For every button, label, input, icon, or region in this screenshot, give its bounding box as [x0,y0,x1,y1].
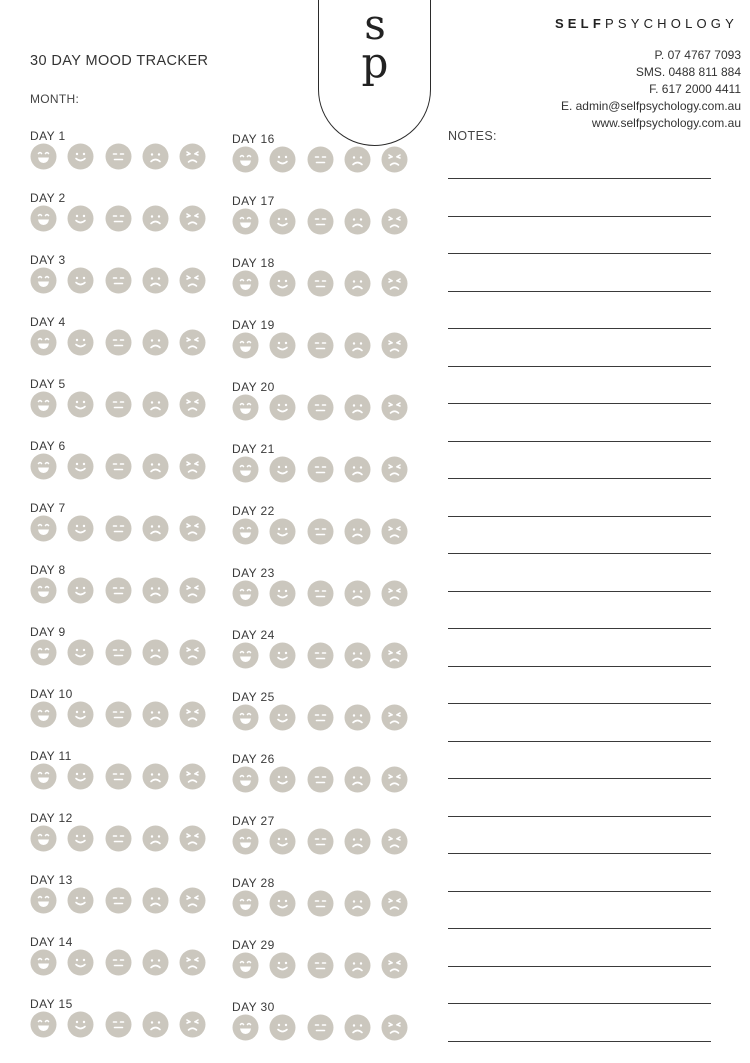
happy-face-icon[interactable] [67,701,94,728]
very-happy-face-icon[interactable] [232,890,259,917]
sad-face-icon[interactable] [142,825,169,852]
angry-face-icon[interactable] [179,887,206,914]
notes-line[interactable] [448,853,711,854]
neutral-face-icon[interactable] [105,577,132,604]
sad-face-icon[interactable] [142,887,169,914]
notes-line[interactable] [448,178,711,179]
day-label: DAY 3 [30,253,66,267]
happy-face-icon[interactable] [67,763,94,790]
angry-face-icon[interactable] [179,391,206,418]
neutral-face-icon[interactable] [307,332,334,359]
day-label: DAY 16 [232,132,275,146]
very-happy-face-icon[interactable] [30,1011,57,1038]
sad-face-icon[interactable] [142,949,169,976]
neutral-face-icon[interactable] [105,701,132,728]
day-label: DAY 14 [30,935,73,949]
very-happy-face-icon[interactable] [232,828,259,855]
sad-face-icon[interactable] [344,332,371,359]
sad-face-icon[interactable] [344,642,371,669]
angry-face-icon[interactable] [381,146,408,173]
angry-face-icon[interactable] [179,143,206,170]
happy-face-icon[interactable] [67,887,94,914]
very-happy-face-icon[interactable] [30,825,57,852]
day-label: DAY 13 [30,873,73,887]
day-label: DAY 1 [30,129,66,143]
sad-face-icon[interactable] [344,890,371,917]
happy-face-icon[interactable] [67,205,94,232]
notes-line[interactable] [448,666,711,667]
notes-line[interactable] [448,703,711,704]
very-happy-face-icon[interactable] [232,208,259,235]
sad-face-icon[interactable] [344,704,371,731]
month-label: MONTH: [30,92,80,106]
neutral-face-icon[interactable] [105,267,132,294]
sad-face-icon[interactable] [142,639,169,666]
happy-face-icon[interactable] [269,270,296,297]
notes-line[interactable] [448,328,711,329]
angry-face-icon[interactable] [179,515,206,542]
neutral-face-icon[interactable] [307,952,334,979]
very-happy-face-icon[interactable] [232,146,259,173]
happy-face-icon[interactable] [67,267,94,294]
happy-face-icon[interactable] [67,639,94,666]
day-label: DAY 2 [30,191,66,205]
angry-face-icon[interactable] [179,701,206,728]
very-happy-face-icon[interactable] [30,205,57,232]
brand-name-light: PSYCHOLOGY [604,16,738,31]
notes-line[interactable] [448,741,711,742]
very-happy-face-icon[interactable] [30,515,57,542]
neutral-face-icon[interactable] [307,642,334,669]
logo-letter-p: p [361,38,389,87]
contact-block [561,47,741,132]
neutral-face-icon[interactable] [307,456,334,483]
angry-face-icon[interactable] [179,205,206,232]
angry-face-icon[interactable] [179,949,206,976]
sad-face-icon[interactable] [142,701,169,728]
happy-face-icon[interactable] [269,642,296,669]
angry-face-icon[interactable] [381,642,408,669]
sad-face-icon[interactable] [344,394,371,421]
happy-face-icon[interactable] [269,332,296,359]
sad-face-icon[interactable] [344,270,371,297]
day-label: DAY 10 [30,687,73,701]
angry-face-icon[interactable] [381,766,408,793]
sad-face-icon[interactable] [142,329,169,356]
very-happy-face-icon[interactable] [232,704,259,731]
happy-face-icon[interactable] [269,890,296,917]
neutral-face-icon[interactable] [105,763,132,790]
very-happy-face-icon[interactable] [232,456,259,483]
very-happy-face-icon[interactable] [30,329,57,356]
day-label: DAY 8 [30,563,66,577]
angry-face-icon[interactable] [179,267,206,294]
angry-face-icon[interactable] [179,577,206,604]
angry-face-icon[interactable] [381,890,408,917]
sad-face-icon[interactable] [344,208,371,235]
logo-letter-s: s [364,5,386,49]
angry-face-icon[interactable] [381,394,408,421]
happy-face-icon[interactable] [269,208,296,235]
happy-face-icon[interactable] [67,949,94,976]
day-label: DAY 24 [232,628,275,642]
angry-face-icon[interactable] [179,1011,206,1038]
very-happy-face-icon[interactable] [232,766,259,793]
contact-phone: P. 07 4767 7093 [654,48,741,62]
day-label: DAY 11 [30,749,72,763]
day-label: DAY 23 [232,566,275,580]
day-label: DAY 27 [232,814,275,828]
sad-face-icon[interactable] [142,763,169,790]
very-happy-face-icon[interactable] [232,1014,259,1041]
sad-face-icon[interactable] [344,828,371,855]
angry-face-icon[interactable] [381,208,408,235]
day-label: DAY 30 [232,1000,275,1014]
day-label: DAY 29 [232,938,275,952]
day-label: DAY 19 [232,318,275,332]
day-label: DAY 22 [232,504,275,518]
very-happy-face-icon[interactable] [232,580,259,607]
neutral-face-icon[interactable] [105,453,132,480]
day-label: DAY 20 [232,380,275,394]
day-label: DAY 28 [232,876,275,890]
happy-face-icon[interactable] [67,329,94,356]
very-happy-face-icon[interactable] [30,577,57,604]
notes-line[interactable] [448,928,711,929]
happy-face-icon[interactable] [269,518,296,545]
notes-line[interactable] [448,628,711,629]
contact-fax: F. 617 2000 4411 [649,82,741,96]
neutral-face-icon[interactable] [307,146,334,173]
notes-line[interactable] [448,441,711,442]
very-happy-face-icon[interactable] [30,887,57,914]
sad-face-icon[interactable] [142,391,169,418]
sad-face-icon[interactable] [142,205,169,232]
neutral-face-icon[interactable] [105,515,132,542]
page-title: 30 DAY MOOD TRACKER [30,53,209,69]
day-label: DAY 21 [232,442,275,456]
neutral-face-icon[interactable] [105,1011,132,1038]
sad-face-icon[interactable] [142,515,169,542]
angry-face-icon[interactable] [179,639,206,666]
notes-line[interactable] [448,253,711,254]
notes-line[interactable] [448,553,711,554]
day-label: DAY 7 [30,501,66,515]
happy-face-icon[interactable] [269,1014,296,1041]
neutral-face-icon[interactable] [307,580,334,607]
happy-face-icon[interactable] [269,704,296,731]
sad-face-icon[interactable] [344,518,371,545]
angry-face-icon[interactable] [381,828,408,855]
very-happy-face-icon[interactable] [232,642,259,669]
sad-face-icon[interactable] [142,577,169,604]
brand-name-bold: SELF [554,16,605,31]
neutral-face-icon[interactable] [105,205,132,232]
notes-line[interactable] [448,478,711,479]
notes-line[interactable] [448,1003,711,1004]
very-happy-face-icon[interactable] [232,394,259,421]
notes-line[interactable] [448,216,711,217]
notes-label: NOTES: [448,129,497,143]
happy-face-icon[interactable] [67,391,94,418]
notes-line[interactable] [448,1041,711,1042]
neutral-face-icon[interactable] [105,639,132,666]
contact-email[interactable]: E. admin@selfpsychology.com.au [560,99,741,113]
notes-line[interactable] [448,291,711,292]
angry-face-icon[interactable] [381,704,408,731]
neutral-face-icon[interactable] [105,887,132,914]
sad-face-icon[interactable] [142,1011,169,1038]
happy-face-icon[interactable] [67,825,94,852]
very-happy-face-icon[interactable] [30,267,57,294]
notes-line[interactable] [448,816,711,817]
happy-face-icon[interactable] [67,577,94,604]
notes-line[interactable] [448,366,711,367]
happy-face-icon[interactable] [269,394,296,421]
brand-name [555,16,738,31]
sad-face-icon[interactable] [344,456,371,483]
sad-face-icon[interactable] [344,580,371,607]
day-label: DAY 25 [232,690,275,704]
very-happy-face-icon[interactable] [232,518,259,545]
day-label: DAY 5 [30,377,66,391]
happy-face-icon[interactable] [269,952,296,979]
contact-sms: SMS. 0488 811 884 [635,65,741,79]
happy-face-icon[interactable] [269,828,296,855]
neutral-face-icon[interactable] [307,394,334,421]
day-label: DAY 12 [30,811,73,825]
happy-face-icon[interactable] [67,143,94,170]
very-happy-face-icon[interactable] [30,763,57,790]
sad-face-icon[interactable] [344,952,371,979]
day-label: DAY 9 [30,625,66,639]
very-happy-face-icon[interactable] [30,453,57,480]
sad-face-icon[interactable] [344,1014,371,1041]
sad-face-icon[interactable] [142,267,169,294]
day-label: DAY 18 [232,256,275,270]
neutral-face-icon[interactable] [307,270,334,297]
neutral-face-icon[interactable] [307,766,334,793]
angry-face-icon[interactable] [381,270,408,297]
notes-line[interactable] [448,778,711,779]
neutral-face-icon[interactable] [307,518,334,545]
angry-face-icon[interactable] [381,1014,408,1041]
happy-face-icon[interactable] [269,146,296,173]
angry-face-icon[interactable] [381,518,408,545]
notes-line[interactable] [448,891,711,892]
very-happy-face-icon[interactable] [30,391,57,418]
very-happy-face-icon[interactable] [30,701,57,728]
neutral-face-icon[interactable] [307,208,334,235]
very-happy-face-icon[interactable] [30,949,57,976]
notes-line[interactable] [448,966,711,967]
angry-face-icon[interactable] [381,580,408,607]
neutral-face-icon[interactable] [105,329,132,356]
very-happy-face-icon[interactable] [232,952,259,979]
sad-face-icon[interactable] [142,453,169,480]
happy-face-icon[interactable] [67,453,94,480]
angry-face-icon[interactable] [381,332,408,359]
very-happy-face-icon[interactable] [30,143,57,170]
very-happy-face-icon[interactable] [232,270,259,297]
very-happy-face-icon[interactable] [30,639,57,666]
day-label: DAY 15 [30,997,73,1011]
happy-face-icon[interactable] [269,766,296,793]
notes-line[interactable] [448,403,711,404]
neutral-face-icon[interactable] [307,828,334,855]
neutral-face-icon[interactable] [307,1014,334,1041]
angry-face-icon[interactable] [179,825,206,852]
day-label: DAY 26 [232,752,275,766]
angry-face-icon[interactable] [179,329,206,356]
angry-face-icon[interactable] [179,763,206,790]
day-label: DAY 17 [232,194,275,208]
very-happy-face-icon[interactable] [232,332,259,359]
sad-face-icon[interactable] [344,766,371,793]
happy-face-icon[interactable] [269,580,296,607]
neutral-face-icon[interactable] [105,825,132,852]
neutral-face-icon[interactable] [105,143,132,170]
notes-line[interactable] [448,591,711,592]
sad-face-icon[interactable] [344,146,371,173]
neutral-face-icon[interactable] [105,949,132,976]
happy-face-icon[interactable] [67,1011,94,1038]
day-label: DAY 6 [30,439,66,453]
notes-line[interactable] [448,516,711,517]
contact-website[interactable]: www.selfpsychology.com.au [591,116,741,130]
sp-logo [346,5,404,97]
neutral-face-icon[interactable] [307,704,334,731]
happy-face-icon[interactable] [67,515,94,542]
neutral-face-icon[interactable] [307,890,334,917]
happy-face-icon[interactable] [269,456,296,483]
day-label: DAY 4 [30,315,66,329]
angry-face-icon[interactable] [381,952,408,979]
neutral-face-icon[interactable] [105,391,132,418]
angry-face-icon[interactable] [381,456,408,483]
angry-face-icon[interactable] [179,453,206,480]
sad-face-icon[interactable] [142,143,169,170]
